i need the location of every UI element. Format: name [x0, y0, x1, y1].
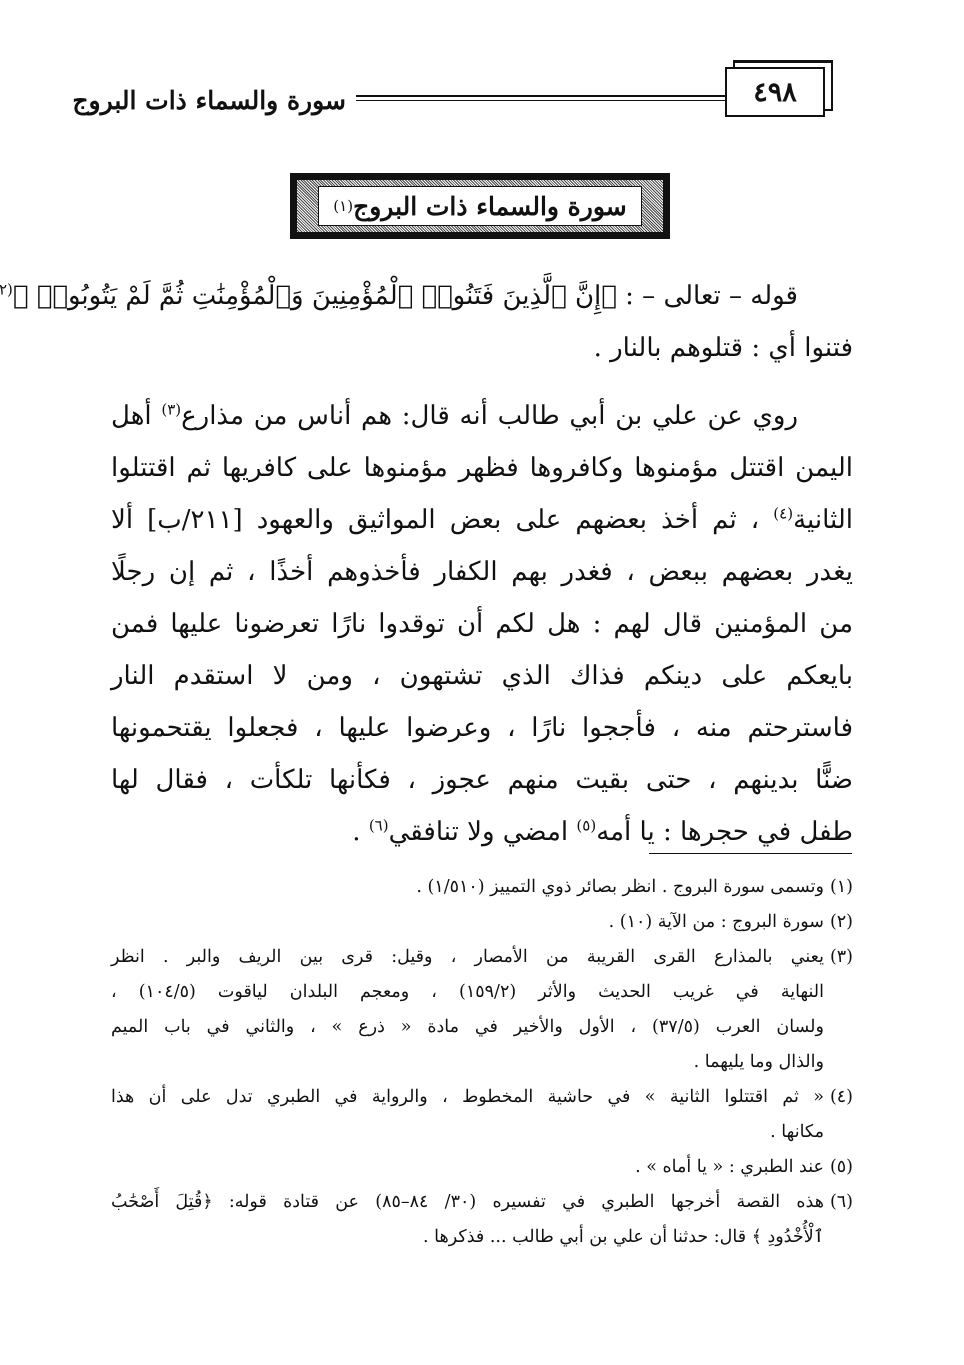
- verse-intro: قوله – تعالى – :: [626, 281, 799, 311]
- footnote-line: ولسان العرب (٣٧/٥) ، الأول والأخير في مادة « ذرع » ، والثاني في باب الميم: [112, 1017, 825, 1037]
- footnote-number: (٥): [830, 1157, 854, 1177]
- narration-line-5: من المؤمنين قال لهم : هل لكم أن توقدوا نارًا تعرضونا عليها فمن: [112, 609, 854, 639]
- narration-text: ، ثم أخذ بعضهم على بعض المواثيق والعهود [٢١١/ب] ألا: [112, 505, 761, 535]
- footnote-1: [112, 870, 854, 905]
- header-rule: [357, 95, 727, 101]
- section-title-frame: [291, 173, 671, 239]
- narration-line-7: فاسترحتم منه ، فأججوا نارًا ، وعرضوا عليها ، فجعلوا يقتحمونها: [112, 713, 854, 743]
- narration-line-4: يغدر بعضهم ببعض ، فغدر بهم الكفار فأخذوهم أخذًا ، ثم إن رجلًا: [112, 557, 854, 587]
- narration-line-3: [112, 494, 854, 546]
- footnote-text: [112, 940, 825, 1080]
- footnote-separator: [650, 853, 853, 854]
- footnote-line: يعني بالمذارع القرى القريبة من الأمصار ، وقيل: قرى بين الريف والبر . انظر: [112, 947, 825, 967]
- narration-text: امضي ولا تنافقي: [389, 817, 570, 847]
- section-title-text: سورة والسماء ذات البروج: [354, 191, 628, 221]
- footnotes: [112, 870, 854, 1255]
- narration-line-1: [112, 390, 854, 442]
- narration-text: طفل في حجرها : يا أمه: [597, 817, 854, 847]
- narration-text: .: [353, 817, 362, 847]
- footnote-2: [112, 905, 854, 940]
- footnote-line: « ثم اقتتلوا الثانية » في حاشية المخطوط ، والرواية في الطبري تدل على أن هذا: [112, 1087, 825, 1107]
- paragraph-narration: [112, 390, 854, 858]
- footnote-6: [112, 1185, 854, 1255]
- running-header-title: سورة والسماء ذات البروج: [73, 86, 347, 115]
- narration-text: أهل: [112, 401, 153, 431]
- narration-line-2: اليمن اقتتل مؤمنوها وكافروها فظهر مؤمنوها على كافريها ثم اقتتلوا: [112, 453, 854, 483]
- footnote-number: (٦): [830, 1192, 854, 1212]
- footnote-4: [112, 1080, 854, 1150]
- footnote-text: [112, 1185, 825, 1255]
- footnote-ref-5: (٥): [577, 816, 598, 835]
- footnote-ref-2: (٢: [0, 280, 14, 299]
- footnote-ref-3: (٣): [162, 400, 183, 419]
- footnote-ref-6: (٦): [369, 816, 390, 835]
- verse-line: [0, 270, 854, 322]
- page-number: ٤٩٨: [726, 67, 826, 117]
- narration-text: روي عن علي بن أبي طالب أنه قال: هم أناس من مذارع: [182, 401, 800, 431]
- footnote-line: النهاية في غريب الحديث والأثر (١٥٩/٢) ، ومعجم البلدان لياقوت (١٠٤/٥) ،: [112, 982, 825, 1002]
- section-title: سورة والسماء ذات البروج (١): [319, 186, 643, 226]
- footnote-number: (٢): [830, 912, 854, 932]
- narration-line-6: بايعكم على دينكم فذاك الذي تشتهون ، ومن لا استقدم النار: [112, 661, 855, 691]
- footnote-number: (١): [830, 877, 854, 897]
- footnote-number: (٤): [830, 1087, 854, 1107]
- footnote-line: ٱلْأُخْدُودِ ﴾ قال: حدثنا أن علي بن أبي طالب ... فذكرها .: [424, 1227, 825, 1247]
- footnote-number: (٣): [830, 947, 854, 967]
- footnote-3: [112, 940, 854, 1080]
- narration-line-8: ضنًّا بدينهم ، حتى بقيت منهم عجوز ، فكأنها تلكأت ، فقال لها: [112, 765, 854, 795]
- verse-explanation: فتنوا أي : قتلوهم بالنار .: [594, 333, 854, 363]
- footnote-line: والذال وما يليهما .: [694, 1052, 825, 1072]
- footnote-5: [112, 1150, 854, 1185]
- footnote-line: مكانها .: [771, 1122, 825, 1142]
- footnote-ref-4: (٤): [774, 504, 795, 523]
- quran-verse: ﴿إِنَّ ٱلَّذِينَ فَتَنُوا۟ ٱلْمُؤْمِنِينَ وَٱلْمُؤْمِنَٰتِ ثُمَّ لَمْ يَتُوبُوا۟ ﴾: [13, 281, 618, 311]
- narration-text: الثانية: [794, 505, 855, 535]
- footnote-line: هذه القصة أخرجها الطبري في تفسيره (٣٠/ ٨٤–٨٥) عن قتادة قوله: ﴿قُتِلَ أَصْحَٰبُ: [112, 1192, 825, 1212]
- paragraph-verse: [0, 270, 854, 374]
- narration-line-9: [112, 806, 854, 858]
- footnote-text: عند الطبري : « يا أماه » .: [636, 1157, 825, 1177]
- footnote-text: [112, 1080, 825, 1150]
- footnote-text: سورة البروج : من الآية (١٠) .: [609, 912, 825, 932]
- footnote-text: وتسمى سورة البروج . انظر بصائر ذوي التمييز (١/٥١٠) .: [417, 877, 825, 897]
